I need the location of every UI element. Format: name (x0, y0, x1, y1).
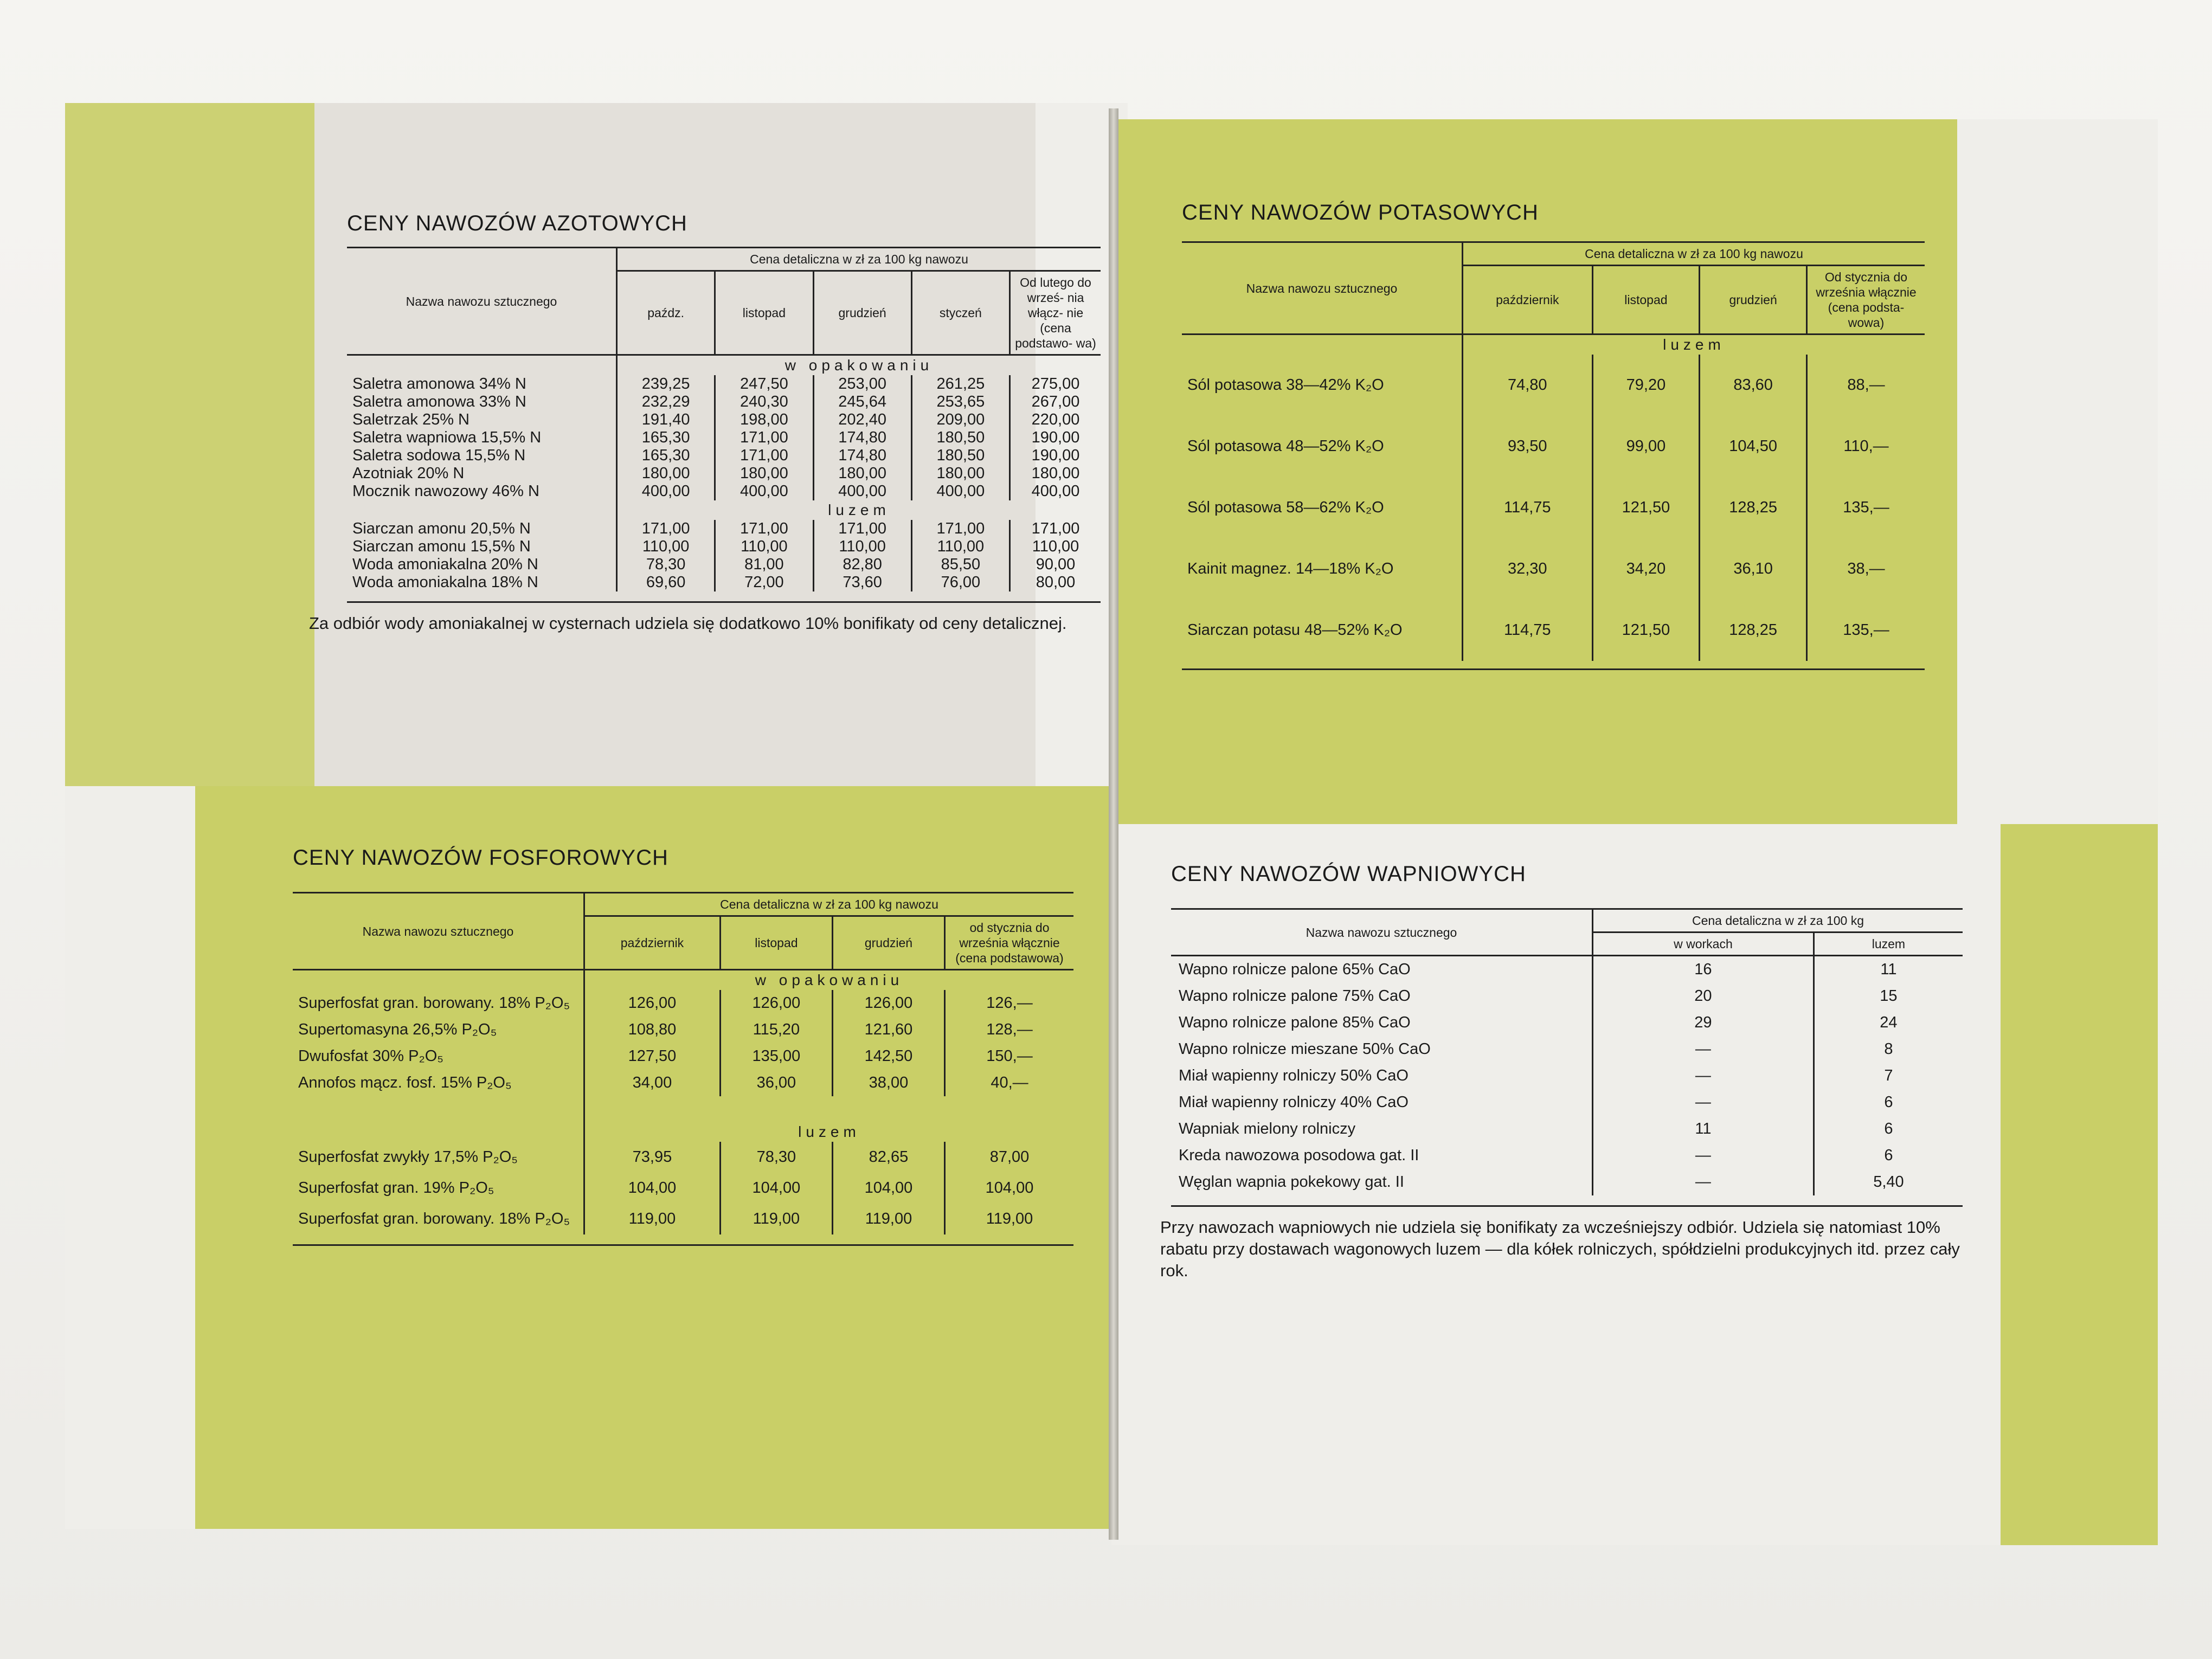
row-value: 114,75 (1463, 477, 1593, 538)
group-label: luzem (1463, 335, 1925, 355)
potas-section (1182, 201, 1925, 670)
col-header: październik (1463, 266, 1593, 335)
row-value: 7 (1814, 1063, 1963, 1089)
row-value: 119,00 (720, 1204, 832, 1234)
table-row (1171, 956, 1963, 983)
azot-note: Za odbiór wody amoniakalnej w cysternach udziela się dodatkowo 10% bonifikaty od ceny detalicznej. (309, 614, 1067, 633)
col-name-header: Nazwa nawozu sztucznego (406, 294, 557, 308)
row-value: 180,50 (911, 447, 1009, 465)
row-value: 93,50 (1463, 416, 1593, 477)
table-row (293, 1173, 1073, 1204)
row-value: 135,— (1807, 600, 1925, 661)
col-header: luzem (1814, 933, 1963, 956)
group-label: luzem (617, 500, 1101, 520)
table-row (347, 393, 1101, 411)
row-name: Wapniak mielony rolniczy (1179, 1120, 1356, 1137)
row-value: 275,00 (1010, 375, 1101, 393)
table-row (347, 429, 1101, 447)
table-row (1182, 538, 1925, 600)
row-name: Superfosfat gran. 19% P₂O₅ (298, 1179, 494, 1197)
table-row (293, 1204, 1073, 1234)
row-value: 108,80 (584, 1017, 721, 1043)
row-name: Siarczan potasu 48—52% K₂O (1187, 621, 1403, 639)
row-value: 261,25 (911, 375, 1009, 393)
row-value: — (1593, 1036, 1814, 1063)
row-value: 180,00 (1010, 465, 1101, 483)
row-value: 110,00 (813, 538, 911, 556)
row-value: 128,— (945, 1017, 1074, 1043)
row-name: Węglan wapnia pokekowy gat. II (1179, 1173, 1404, 1191)
row-value: 34,00 (584, 1070, 721, 1096)
row-value: 11 (1814, 956, 1963, 983)
wapn-section (1160, 862, 1963, 1282)
row-value: 128,25 (1700, 600, 1807, 661)
table-row (347, 411, 1101, 429)
row-value: 16 (1593, 956, 1814, 983)
row-name: Wapno rolnicze palone 75% CaO (1179, 987, 1411, 1005)
row-name: Wapno rolnicze mieszane 50% CaO (1179, 1040, 1431, 1058)
row-name: Saletra amonowa 34% N (352, 375, 526, 393)
col-name-header: Nazwa nawozu sztucznego (1306, 925, 1457, 940)
row-value: 174,80 (813, 447, 911, 465)
row-name: Superfosfat gran. borowany. 18% P₂O₅ (298, 1210, 570, 1227)
row-value: 119,00 (945, 1204, 1074, 1234)
row-name: Dwufosfat 30% P₂O₅ (298, 1047, 443, 1065)
row-value: 79,20 (1592, 355, 1700, 416)
row-name: Sól potasowa 48—52% K₂O (1187, 438, 1384, 455)
row-value: 85,50 (911, 556, 1009, 574)
margin-strip (65, 786, 195, 1529)
row-value: 82,80 (813, 556, 911, 574)
table-row (1182, 477, 1925, 538)
row-name: Superfosfat gran. borowany. 18% P₂O₅ (298, 994, 570, 1012)
col-header: styczeń (911, 271, 1009, 355)
row-value: 171,00 (617, 520, 715, 538)
row-name: Saletra wapniowa 15,5% N (352, 429, 542, 446)
row-value: 128,25 (1700, 477, 1807, 538)
table-row (347, 520, 1101, 538)
row-value: — (1593, 1169, 1814, 1195)
row-value: 69,60 (617, 574, 715, 591)
margin-strip (1957, 119, 2158, 824)
row-value: 114,75 (1463, 600, 1593, 661)
col-header: grudzień (813, 271, 911, 355)
col-header: Od stycznia do września włącznie (cena podsta- wowa) (1807, 266, 1925, 335)
col-name-header: Nazwa nawozu sztucznego (1246, 281, 1398, 295)
potas-table (1182, 241, 1925, 670)
row-value: — (1593, 1089, 1814, 1116)
row-value: 127,50 (584, 1043, 721, 1070)
azot-section (309, 211, 1101, 634)
table-row (1171, 1089, 1963, 1116)
table-row (347, 538, 1101, 556)
table-row (293, 1017, 1073, 1043)
row-value: 73,60 (813, 574, 911, 591)
row-value: 171,00 (715, 429, 813, 447)
row-value: 5,40 (1814, 1169, 1963, 1195)
row-value: 126,00 (720, 990, 832, 1017)
row-value: 115,20 (720, 1017, 832, 1043)
row-value: 202,40 (813, 411, 911, 429)
table-row (1182, 600, 1925, 661)
row-value: 38,00 (832, 1070, 944, 1096)
table-row (1171, 1116, 1963, 1142)
table-row (347, 483, 1101, 500)
row-name: Wapno rolnicze palone 85% CaO (1179, 1014, 1411, 1031)
row-value: 20 (1593, 983, 1814, 1009)
row-value: 104,00 (720, 1173, 832, 1204)
row-value: 73,95 (584, 1142, 721, 1173)
row-value: 32,30 (1463, 538, 1593, 600)
row-name: Siarczan amonu 15,5% N (352, 538, 531, 555)
row-name: Woda amoniakalna 18% N (352, 574, 538, 591)
col-header: listopad (720, 916, 832, 970)
row-value: 400,00 (813, 483, 911, 500)
row-value: 174,80 (813, 429, 911, 447)
wapn-title: CENY NAWOZÓW WAPNIOWYCH (1171, 862, 1526, 886)
row-value: 119,00 (832, 1204, 944, 1234)
col-header: grudzień (832, 916, 944, 970)
row-name: Superfosfat zwykły 17,5% P₂O₅ (298, 1148, 518, 1166)
row-value: 11 (1593, 1116, 1814, 1142)
row-name: Wapno rolnicze palone 65% CaO (1179, 961, 1411, 978)
row-value: 400,00 (715, 483, 813, 500)
row-value: 8 (1814, 1036, 1963, 1063)
col-name-header: Nazwa nawozu sztucznego (362, 924, 514, 938)
row-value: 81,00 (715, 556, 813, 574)
row-value: 121,50 (1592, 477, 1700, 538)
row-value: 104,00 (584, 1173, 721, 1204)
row-value: 180,00 (911, 465, 1009, 483)
table-row (347, 556, 1101, 574)
table-row (1182, 416, 1925, 477)
row-value: 400,00 (1010, 483, 1101, 500)
row-value: 198,00 (715, 411, 813, 429)
row-name: Azotniak 20% N (352, 465, 465, 482)
row-name: Supertomasyna 26,5% P₂O₅ (298, 1021, 497, 1038)
row-value: 126,— (945, 990, 1074, 1017)
row-value: 121,60 (832, 1017, 944, 1043)
row-value: 171,00 (813, 520, 911, 538)
row-name: Siarczan amonu 20,5% N (352, 520, 531, 537)
row-name: Woda amoniakalna 20% N (352, 556, 538, 573)
row-value: 190,00 (1010, 447, 1101, 465)
table-row (293, 990, 1073, 1017)
row-value: 76,00 (911, 574, 1009, 591)
table-row (293, 1043, 1073, 1070)
row-value: 83,60 (1700, 355, 1807, 416)
col-header: listopad (1592, 266, 1700, 335)
row-name: Miał wapienny rolniczy 50% CaO (1179, 1067, 1409, 1084)
col-group-header: Cena detaliczna w zł za 100 kg (1593, 909, 1963, 933)
row-value: 190,00 (1010, 429, 1101, 447)
row-name: Mocznik nawozowy 46% N (352, 483, 539, 500)
row-name: Saletrzak 25% N (352, 411, 470, 428)
row-value: 104,00 (945, 1173, 1074, 1204)
row-value: 240,30 (715, 393, 813, 411)
row-value: 40,— (945, 1070, 1074, 1096)
row-value: 245,64 (813, 393, 911, 411)
row-value: 15 (1814, 983, 1963, 1009)
row-value: 74,80 (1463, 355, 1593, 416)
col-group-header: Cena detaliczna w zł za 100 kg nawozu (617, 248, 1101, 271)
row-value: 110,00 (715, 538, 813, 556)
col-header: Od lutego do wrześ- nia włącz- nie (cena podstawo- wa) (1010, 271, 1101, 355)
row-value: 24 (1814, 1009, 1963, 1036)
wapn-note: Przy nawozach wapniowych nie udziela się bonifikaty za wcześniejszy odbiór. Udziela się natomiast 10% rabatu przy dostawach wagonowych luzem — dla kółek rolniczych, spółdzielni produkcyjnych itd. przez cały rok. (1160, 1218, 1960, 1280)
row-value: 220,00 (1010, 411, 1101, 429)
row-value: 99,00 (1592, 416, 1700, 477)
row-value: 80,00 (1010, 574, 1101, 591)
row-name: Kainit magnez. 14—18% K₂O (1187, 560, 1394, 577)
row-value: 180,50 (911, 429, 1009, 447)
row-value: 165,30 (617, 447, 715, 465)
row-value: 135,— (1807, 477, 1925, 538)
table-row (1171, 983, 1963, 1009)
row-value: — (1593, 1142, 1814, 1169)
row-value: 78,30 (617, 556, 715, 574)
row-value: 135,00 (720, 1043, 832, 1070)
row-value: 232,29 (617, 393, 715, 411)
table-row (347, 447, 1101, 465)
row-value: 247,50 (715, 375, 813, 393)
col-header: paźdz. (617, 271, 715, 355)
row-value: 110,— (1807, 416, 1925, 477)
azot-table (347, 247, 1101, 603)
wapn-table (1171, 908, 1963, 1207)
col-group-header: Cena detaliczna w zł za 100 kg nawozu (584, 893, 1074, 916)
table-row (1171, 1169, 1963, 1195)
row-value: 253,00 (813, 375, 911, 393)
row-value: 36,00 (720, 1070, 832, 1096)
group-label: w opakowaniu (617, 355, 1101, 376)
row-value: 36,10 (1700, 538, 1807, 600)
row-value: 209,00 (911, 411, 1009, 429)
row-value: 119,00 (584, 1204, 721, 1234)
col-group-header: Cena detaliczna w zł za 100 kg nawozu (1463, 242, 1925, 266)
row-value: 126,00 (832, 990, 944, 1017)
group-label: luzem (584, 1096, 1074, 1142)
col-header: październik (584, 916, 721, 970)
row-value: 110,00 (617, 538, 715, 556)
col-header: od stycznia do września włącznie (cena podstawowa) (945, 916, 1074, 970)
group-label: w opakowaniu (584, 970, 1074, 991)
row-value: 34,20 (1592, 538, 1700, 600)
row-value: 6 (1814, 1089, 1963, 1116)
row-name: Annofos mącz. fosf. 15% P₂O₅ (298, 1074, 512, 1091)
col-header: w workach (1593, 933, 1814, 956)
row-value: 239,25 (617, 375, 715, 393)
table-row (347, 574, 1101, 591)
row-value: 87,00 (945, 1142, 1074, 1173)
fosfor-table (293, 892, 1073, 1246)
row-value: 90,00 (1010, 556, 1101, 574)
row-value: 171,00 (715, 447, 813, 465)
row-value: 29 (1593, 1009, 1814, 1036)
table-row (293, 1070, 1073, 1096)
row-value: 6 (1814, 1142, 1963, 1169)
row-value: 180,00 (617, 465, 715, 483)
table-row (1171, 1036, 1963, 1063)
fosfor-section (293, 846, 1073, 1246)
row-value: 88,— (1807, 355, 1925, 416)
row-value: 38,— (1807, 538, 1925, 600)
row-value: 150,— (945, 1043, 1074, 1070)
table-row (1171, 1063, 1963, 1089)
row-name: Saletra amonowa 33% N (352, 393, 526, 410)
margin-strip (2001, 824, 2158, 1545)
row-name: Kreda nawozowa posodowa gat. II (1179, 1147, 1419, 1164)
row-value: 180,00 (813, 465, 911, 483)
row-value: 400,00 (617, 483, 715, 500)
table-row (293, 1142, 1073, 1173)
row-name: Sól potasowa 58—62% K₂O (1187, 499, 1384, 516)
table-row (347, 465, 1101, 483)
row-value: 180,00 (715, 465, 813, 483)
row-value: 72,00 (715, 574, 813, 591)
azot-title: CENY NAWOZÓW AZOTOWYCH (347, 211, 687, 235)
col-header: listopad (715, 271, 813, 355)
row-value: — (1593, 1063, 1814, 1089)
row-name: Sól potasowa 38—42% K₂O (1187, 376, 1384, 394)
fosfor-title: CENY NAWOZÓW FOSFOROWYCH (293, 846, 668, 870)
margin-strip (65, 103, 314, 786)
row-name: Miał wapienny rolniczy 40% CaO (1179, 1094, 1409, 1111)
row-value: 121,50 (1592, 600, 1700, 661)
row-value: 171,00 (1010, 520, 1101, 538)
row-name: Saletra sodowa 15,5% N (352, 447, 526, 464)
row-value: 267,00 (1010, 393, 1101, 411)
row-value: 78,30 (720, 1142, 832, 1173)
table-row (1171, 1142, 1963, 1169)
spine-fold (1109, 108, 1118, 1540)
table-row (347, 375, 1101, 393)
table-row (1171, 1009, 1963, 1036)
row-value: 171,00 (911, 520, 1009, 538)
row-value: 110,00 (911, 538, 1009, 556)
row-value: 400,00 (911, 483, 1009, 500)
col-header: grudzień (1700, 266, 1807, 335)
row-value: 82,65 (832, 1142, 944, 1173)
row-value: 126,00 (584, 990, 721, 1017)
row-value: 142,50 (832, 1043, 944, 1070)
row-value: 104,00 (832, 1173, 944, 1204)
row-value: 6 (1814, 1116, 1963, 1142)
table-row (1182, 355, 1925, 416)
row-value: 171,00 (715, 520, 813, 538)
row-value: 191,40 (617, 411, 715, 429)
row-value: 110,00 (1010, 538, 1101, 556)
row-value: 165,30 (617, 429, 715, 447)
row-value: 104,50 (1700, 416, 1807, 477)
potas-title: CENY NAWOZÓW POTASOWYCH (1182, 201, 1539, 224)
row-value: 253,65 (911, 393, 1009, 411)
